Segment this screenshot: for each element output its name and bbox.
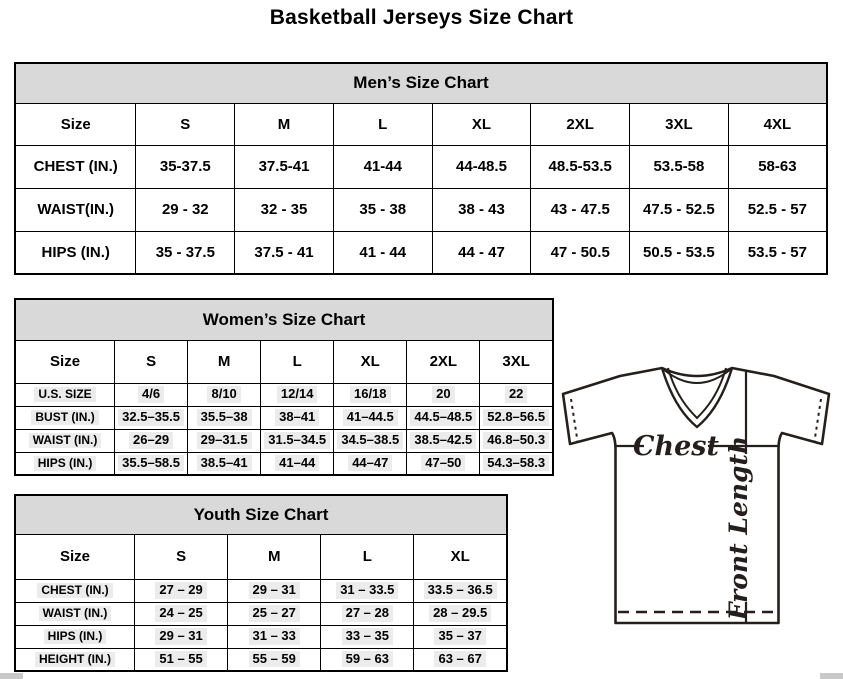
womens-cell-1-0-text: 32.5–35.5 (118, 409, 184, 425)
youth-size-table (14, 494, 508, 672)
womens-cell-3-0 (115, 452, 188, 475)
front-length-label: Front Length (724, 435, 753, 621)
youth-cell-2-2-text: 33 – 35 (342, 628, 393, 644)
womens-col-s: S (115, 340, 188, 383)
youth-size-label: Size (15, 534, 135, 579)
womens-cell-1-3 (334, 406, 407, 429)
mens-cell-0-1: 37.5-41 (235, 145, 334, 188)
youth-cell-0-1 (228, 579, 321, 602)
youth-cell-2-0 (135, 625, 228, 648)
womens-row-label-0-text: U.S. SIZE (34, 387, 95, 402)
youth-col-l: L (321, 534, 414, 579)
womens-cell-1-4 (407, 406, 480, 429)
jersey-outline-shape (563, 368, 829, 623)
womens-cell-0-0-text: 4/6 (138, 386, 164, 402)
womens-cell-2-4 (407, 429, 480, 452)
mens-row-label-1: WAIST(IN.) (15, 188, 136, 231)
womens-cell-0-4 (407, 383, 480, 406)
youth-cell-0-0 (135, 579, 228, 602)
womens-cell-2-1-text: 29–31.5 (197, 432, 252, 448)
youth-cell-0-2-text: 31 – 33.5 (336, 582, 398, 598)
mens-cell-2-3: 44 - 47 (432, 231, 531, 274)
youth-cell-2-0-text: 29 – 31 (155, 628, 206, 644)
mens-cell-2-5: 50.5 - 53.5 (630, 231, 729, 274)
womens-cell-1-1-text: 35.5–38 (197, 409, 252, 425)
mens-cell-1-6: 52.5 - 57 (728, 188, 827, 231)
mens-cell-0-2: 41-44 (333, 145, 432, 188)
womens-cell-2-3 (334, 429, 407, 452)
youth-col-xl: XL (414, 534, 507, 579)
youth-row-label-2 (15, 625, 135, 648)
womens-cell-0-1-text: 8/10 (207, 386, 240, 402)
mens-cell-1-0: 29 - 32 (136, 188, 235, 231)
womens-cell-0-5-text: 22 (505, 386, 527, 402)
mens-col-m: M (235, 103, 334, 145)
youth-cell-1-1-text: 25 – 27 (249, 605, 300, 621)
womens-row-label-0 (15, 383, 115, 406)
youth-cell-2-1-text: 31 – 33 (249, 628, 300, 644)
mens-col-s: S (136, 103, 235, 145)
youth-col-m: M (228, 534, 321, 579)
womens-cell-2-3-text: 34.5–38.5 (337, 432, 403, 448)
mens-cell-2-0: 35 - 37.5 (136, 231, 235, 274)
womens-size-table (14, 298, 554, 476)
youth-section-title: Youth Size Chart (15, 495, 507, 534)
mens-cell-1-5: 47.5 - 52.5 (630, 188, 729, 231)
jersey-diagram (554, 356, 838, 632)
womens-cell-1-3-text: 41–44.5 (343, 409, 398, 425)
youth-cell-3-2 (321, 648, 414, 671)
womens-col-l: L (261, 340, 334, 383)
mens-cell-1-3: 38 - 43 (432, 188, 531, 231)
womens-cell-2-5 (480, 429, 553, 452)
youth-cell-3-1 (228, 648, 321, 671)
youth-cell-3-2-text: 59 – 63 (342, 651, 393, 667)
mens-cell-2-1: 37.5 - 41 (235, 231, 334, 274)
mens-size-table (14, 62, 828, 275)
youth-row-label-3-text: HEIGHT (IN.) (35, 652, 115, 667)
womens-cell-0-3-text: 16/18 (350, 386, 391, 402)
womens-col-2xl: 2XL (407, 340, 480, 383)
youth-cell-2-3-text: 35 – 37 (434, 628, 485, 644)
womens-row-label-3-text: HIPS (IN.) (34, 456, 97, 471)
scrollbar-fragment-right (820, 673, 843, 679)
womens-cell-1-2-text: 38–41 (275, 409, 319, 425)
youth-row-label-0-text: CHEST (IN.) (37, 583, 112, 598)
youth-col-s: S (135, 534, 228, 579)
youth-row-label-1-text: WAIST (IN.) (39, 606, 112, 621)
womens-cell-0-3 (334, 383, 407, 406)
mens-cell-1-4: 43 - 47.5 (531, 188, 630, 231)
mens-cell-0-5: 53.5-58 (630, 145, 729, 188)
mens-cell-1-1: 32 - 35 (235, 188, 334, 231)
womens-cell-0-0 (115, 383, 188, 406)
womens-cell-1-2 (261, 406, 334, 429)
womens-row-label-2 (15, 429, 115, 452)
mens-col-xl: XL (432, 103, 531, 145)
womens-cell-3-5-text: 54.3–58.3 (483, 455, 549, 471)
womens-cell-0-1 (188, 383, 261, 406)
youth-cell-0-3-text: 33.5 – 36.5 (424, 582, 497, 598)
mens-section-title: Men’s Size Chart (15, 63, 827, 103)
womens-cell-3-2 (261, 452, 334, 475)
womens-cell-0-4-text: 20 (432, 386, 454, 402)
womens-cell-3-3-text: 44–47 (348, 455, 392, 471)
youth-cell-0-2 (321, 579, 414, 602)
youth-cell-3-0 (135, 648, 228, 671)
youth-row-label-1 (15, 602, 135, 625)
womens-row-label-1 (15, 406, 115, 429)
womens-cell-2-5-text: 46.8–50.3 (483, 432, 549, 448)
chest-label: Chest (633, 431, 719, 462)
mens-col-4xl: 4XL (728, 103, 827, 145)
youth-row-label-3 (15, 648, 135, 671)
youth-cell-2-2 (321, 625, 414, 648)
mens-cell-2-6: 53.5 - 57 (728, 231, 827, 274)
womens-cell-1-0 (115, 406, 188, 429)
youth-cell-3-0-text: 51 – 55 (155, 651, 206, 667)
womens-col-m: M (188, 340, 261, 383)
youth-cell-1-0-text: 24 – 25 (155, 605, 206, 621)
youth-cell-2-1 (228, 625, 321, 648)
womens-cell-1-4-text: 44.5–48.5 (410, 409, 476, 425)
womens-cell-3-4-text: 47–50 (421, 455, 465, 471)
youth-cell-1-1 (228, 602, 321, 625)
womens-row-label-2-text: WAIST (IN.) (29, 433, 102, 448)
mens-cell-1-2: 35 - 38 (333, 188, 432, 231)
page-title: Basketball Jerseys Size Chart (269, 6, 574, 29)
youth-cell-1-0 (135, 602, 228, 625)
mens-col-2xl: 2XL (531, 103, 630, 145)
womens-row-label-1-text: BUST (IN.) (31, 410, 98, 425)
womens-cell-3-1-text: 38.5–41 (197, 455, 252, 471)
womens-cell-3-1 (188, 452, 261, 475)
womens-row-label-3 (15, 452, 115, 475)
womens-cell-0-5 (480, 383, 553, 406)
mens-cell-0-4: 48.5-53.5 (531, 145, 630, 188)
womens-cell-3-5 (480, 452, 553, 475)
womens-cell-3-0-text: 35.5–58.5 (118, 455, 184, 471)
mens-col-3xl: 3XL (630, 103, 729, 145)
womens-cell-3-2-text: 41–44 (275, 455, 319, 471)
youth-cell-1-3-text: 28 – 29.5 (429, 605, 491, 621)
womens-cell-2-4-text: 38.5–42.5 (410, 432, 476, 448)
youth-cell-3-1-text: 55 – 59 (249, 651, 300, 667)
womens-col-xl: XL (334, 340, 407, 383)
youth-row-label-0 (15, 579, 135, 602)
womens-cell-1-5 (480, 406, 553, 429)
mens-cell-2-2: 41 - 44 (333, 231, 432, 274)
mens-size-label: Size (15, 103, 136, 145)
womens-cell-2-2-text: 31.5–34.5 (264, 432, 330, 448)
womens-cell-2-0-text: 26–29 (129, 432, 173, 448)
womens-size-label: Size (15, 340, 115, 383)
youth-cell-0-0-text: 27 – 29 (155, 582, 206, 598)
mens-row-label-2: HIPS (IN.) (15, 231, 136, 274)
youth-cell-1-2 (321, 602, 414, 625)
womens-cell-1-1 (188, 406, 261, 429)
youth-cell-3-3 (414, 648, 507, 671)
scrollbar-fragment-left (0, 673, 23, 679)
womens-cell-3-4 (407, 452, 480, 475)
womens-col-3xl: 3XL (480, 340, 553, 383)
womens-cell-2-2 (261, 429, 334, 452)
womens-section-title: Women’s Size Chart (15, 299, 553, 340)
mens-cell-0-3: 44-48.5 (432, 145, 531, 188)
womens-cell-1-5-text: 52.8–56.5 (483, 409, 549, 425)
womens-cell-0-2 (261, 383, 334, 406)
youth-cell-2-3 (414, 625, 507, 648)
youth-cell-1-3 (414, 602, 507, 625)
mens-row-label-0: CHEST (IN.) (15, 145, 136, 188)
youth-cell-0-1-text: 29 – 31 (249, 582, 300, 598)
youth-cell-1-2-text: 27 – 28 (342, 605, 393, 621)
mens-cell-0-6: 58-63 (728, 145, 827, 188)
womens-cell-2-1 (188, 429, 261, 452)
mens-cell-2-4: 47 - 50.5 (531, 231, 630, 274)
womens-cell-3-3 (334, 452, 407, 475)
mens-cell-0-0: 35-37.5 (136, 145, 235, 188)
youth-cell-3-3-text: 63 – 67 (434, 651, 485, 667)
womens-cell-0-2-text: 12/14 (277, 386, 318, 402)
youth-row-label-2-text: HIPS (IN.) (44, 629, 107, 644)
mens-col-l: L (333, 103, 432, 145)
womens-cell-2-0 (115, 429, 188, 452)
youth-cell-0-3 (414, 579, 507, 602)
